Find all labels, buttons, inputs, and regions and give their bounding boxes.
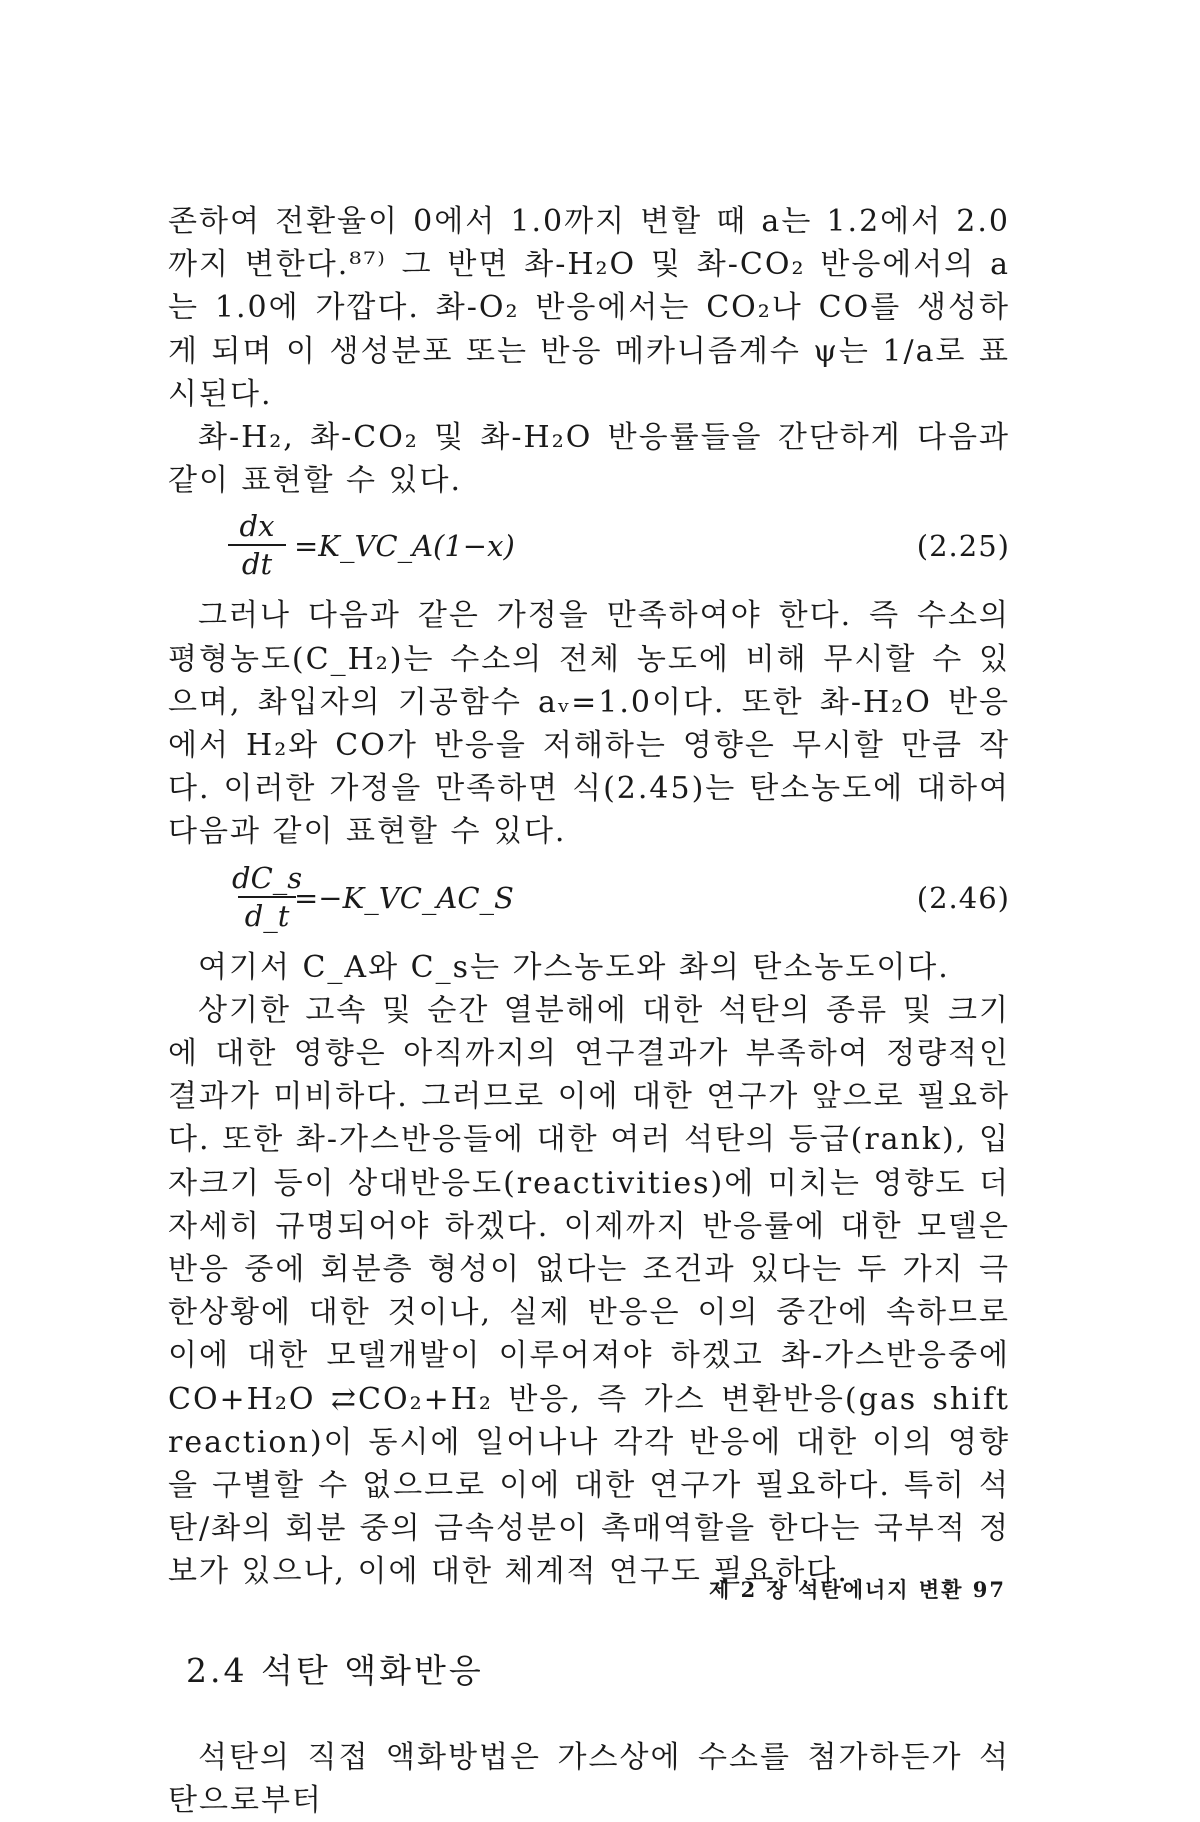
equation-fraction (228, 508, 286, 582)
paragraph: 그러나 다음과 같은 가정을 만족하여야 한다. 즉 수소의 평형농도(C_H₂)는 수소의 전체 농도에 비해 무시할 수 있으며, 촤입자의 기공함수 aᵥ=1.0이다. 또한 촤-H₂O 반응에서 H₂와 CO가 반응을 저해하는 영향은 무시할 만큼 작다. 이러한 가정을 만족하면 식(2.45)는 탄소농도에 대하여 다음과 같이 표현할 수 있다. (168, 598, 1010, 850)
equation-rhs: =−K_VC_AC_S (294, 880, 514, 915)
equation-number: (2.46) (916, 880, 1010, 915)
equation-2-25 (168, 502, 1010, 594)
equation-numerator: dC_s (232, 860, 303, 895)
paragraph: 여기서 C_A와 C_s는 가스농도와 촤의 탄소농도이다. (198, 949, 950, 985)
paragraph: 촤-H₂, 촤-CO₂ 및 촤-H₂O 반응률들을 간단하게 다음과 같이 표현할 수 있다. (168, 420, 1010, 499)
paragraph: 상기한 고속 및 순간 열분해에 대한 석탄의 종류 및 크기에 대한 영향은 아직까지의 연구결과가 부족하여 정량적인 결과가 미비하다. 그러므로 이에 대한 연구가 앞으로 필요하다. 또한 촤-가스반응들에 대한 여러 석탄의 등급(rank), 입자크기 등이 상대반응도(reactivities)에 미치는 영향도 더 자세히 규명되어야 하겠다. 이제까지 반응률에 대한 모델은 반응 중에 회분층 형성이 없다는 조건과 있다는 두 가지 극한상황에 대한 것이나, 실제 반응은 이의 중간에 속하므로 이에 대한 모델개발이 이루어져야 하겠고 촤-가스반응중에 CO+H₂O ⇄CO₂+H₂ 반응, 즉 가스 변환반응(gas shift reaction)이 동시에 일어나나 각각 반응에 대한 이의 영향을 구별할 수 없으므로 이에 대한 연구가 필요하다. 특히 석탄/촤의 회분 중의 금속성분이 촉매역할을 한다는 국부적 정보가 있으나, 이에 대한 체계적 연구도 필요하다. (168, 992, 1010, 1590)
paragraph: 석탄의 직접 액화방법은 가스상에 수소를 첨가하든가 석탄으로부터 (168, 1739, 1010, 1818)
running-footer: 제 2 장 석탄에너지 변환 97 (709, 1577, 1006, 1602)
section-heading: 2.4 석탄 액화반응 (186, 1650, 484, 1690)
equation-numerator: dx (239, 509, 275, 544)
equation-2-46 (168, 854, 1010, 946)
equation-rhs: =K_VC_A(1−x) (294, 529, 515, 564)
equation-number: (2.25) (916, 529, 1010, 564)
equation-denominator: dt (241, 547, 273, 582)
paragraph: 존하여 전환율이 0에서 1.0까지 변할 때 a는 1.2에서 2.0까지 변한다.⁸⁷⁾ 그 반면 촤-H₂O 및 촤-CO₂ 반응에서의 a는 1.0에 가깝다. 촤-O₂ 반응에서는 CO₂나 CO를 생성하게 되며 이 생성분포 또는 반응 메카니즘계수 ψ는 1/a로 표시된다. (168, 204, 1010, 412)
equation-denominator: d_t (244, 898, 290, 933)
